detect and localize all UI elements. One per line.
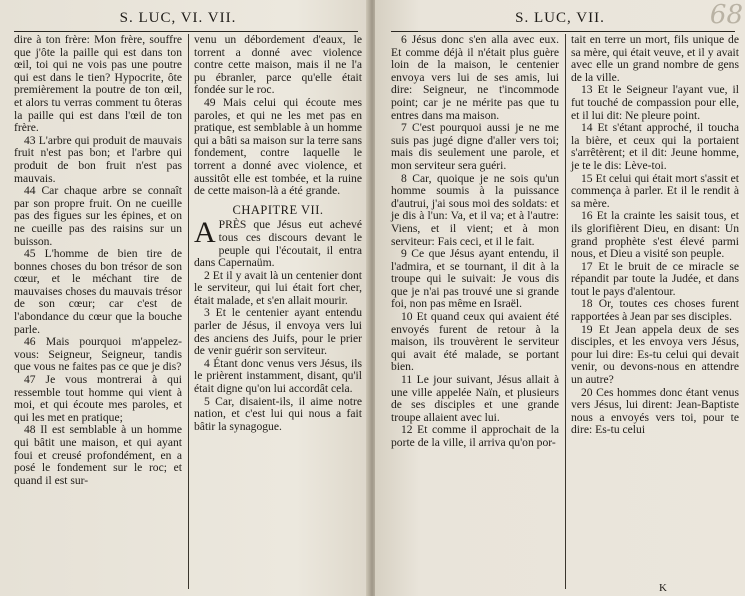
verse-text: 10 Et quand ceux qui avaient été envoyés furent de retour à la maison, ils trouvèrent le serviteur qui avait été malade, se portant bien. (391, 310, 559, 374)
right-running-header: S. LUC, VII. (515, 10, 605, 26)
verse-text: 7 C'est pourquoi aussi je ne me suis pas jugé digne d'aller vers toi; mais dis seulement une parole, et mon serviteur sera guéri. (391, 121, 559, 172)
verse-text: venu un débordement d'eaux, le torrent a donné avec violence contre cette maison, mais il ne l'a pu ébranler, parce qu'elle était fondée sur le roc. (194, 33, 362, 97)
verse-text: 14 Et s'étant approché, il toucha la bière, et ceux qui la portaient s'arrêtèrent; et il dit: Jeune homme, je te le dis: Lève-toi. (571, 121, 739, 172)
verse-text: 49 Mais celui qui écoute mes paroles, et qui ne les met pas en pratique, est semblable à un homme qui a bâti sa maison sur la terre sans fondement, contre laquelle le torrent a donné avec violence, et aussitôt elle est tombée, et la ruine de cette maison-là a été grande. (194, 95, 362, 198)
verse-text: PRÈS que Jésus eut achevé tous ces discours devant le peuple qui l'écoutait, il entra dans Capernaüm. (194, 218, 362, 270)
verse-text: 20 Ces hommes donc étant venus vers Jésus, lui dirent: Jean-Baptiste nous a envoyés vers toi, pour te dire: Es-tu celui (571, 385, 739, 437)
verse-paragraph (194, 396, 362, 434)
left-col2-verses-before (194, 34, 362, 198)
verse-paragraph (194, 97, 362, 198)
verse-text: 46 Mais pourquoi m'appelez-vous: Seigneur, Seigneur, tandis que vous ne faites pas ce que je dis? (14, 335, 182, 374)
left-page (0, 0, 370, 596)
page-number: 68 (709, 0, 743, 30)
verse-text: 16 Et la crainte les saisit tous, et ils glorifièrent Dieu, en disant: Un grand prophète s'est élevé parmi nous, et Dieu a visité son peuple. (571, 209, 739, 261)
verse-text: 13 Et le Seigneur l'ayant vue, il fut touché de compassion pour elle, et il lui dit: Ne pleure point. (571, 83, 739, 122)
left-running-header: S. LUC, VI. VII. (119, 10, 237, 26)
right-header-rule (391, 31, 735, 32)
verse-paragraph (14, 135, 182, 185)
verse-paragraph (391, 122, 559, 172)
right-column-2 (571, 34, 739, 437)
left-col2-verses-after (194, 216, 362, 433)
verse-paragraph (571, 173, 739, 211)
verse-text: 17 Et le bruit de ce miracle se répandit par toute la Judée, et dans tout le pays d'alentour. (571, 259, 739, 298)
verse-paragraph (571, 298, 739, 323)
left-column-1 (14, 34, 182, 487)
right-page (375, 0, 745, 596)
verse-text: 8 Car, quoique je ne sois qu'un homme soumis à la puissance d'autrui, j'ai sous moi des soldats: et je dis à l'un: Va, et il va; et à l'autre: Viens, et il vient; et à mon serviteur: Fais ceci, et il le fait. (391, 171, 559, 248)
verse-paragraph (571, 261, 739, 299)
verse-text: 2 Et il y avait là un centenier dont le serviteur, qui lui était fort cher, était malade, et s'en allait mourir. (194, 268, 362, 307)
verse-paragraph (391, 173, 559, 249)
verse-paragraph (14, 336, 182, 374)
verse-paragraph (14, 34, 182, 135)
verse-paragraph (571, 122, 739, 172)
verse-text: 15 Et celui qui était mort s'assit et commença à parler. Et il le rendit à sa mère. (571, 171, 739, 210)
verse-text: 19 Et Jean appela deux de ses disciples, et les envoya vers Jésus, pour lui dire: Es-tu celui qui devait venir, ou devons-nous en attendre un autre? (571, 322, 739, 387)
verse-paragraph (391, 424, 559, 449)
verse-text: 5 Car, disaient-ils, il aime notre nation, et c'est lui qui nous a fait bâtir la synagogue. (194, 394, 362, 433)
verse-text: 3 Et le centenier ayant entendu parler de Jésus, il envoya vers lui des anciens des Juifs, pour le prier de venir guérir son serviteur. (194, 306, 362, 358)
verse-paragraph (391, 248, 559, 311)
verse-text: 44 Car chaque arbre se connaît par son propre fruit. On ne cueille pas des figues sur les épines, et on ne cueille pas des raisins sur un buisson. (14, 184, 182, 248)
verse-paragraph (14, 374, 182, 424)
verse-paragraph (391, 374, 559, 424)
drop-cap: A (194, 216, 216, 250)
verse-text: 18 Or, toutes ces choses furent rapportées à Jean par ses disciples. (571, 297, 739, 324)
verse-paragraph (14, 185, 182, 248)
verse-paragraph (571, 387, 739, 437)
verse-text: 48 Il est semblable à un homme qui bâtit une maison, et qui ayant foui et creusé profondément, en a posé le fondement sur le roc; et quand il est sur- (14, 423, 182, 487)
verse-paragraph (194, 358, 362, 396)
verse-paragraph (571, 324, 739, 387)
verse-paragraph (391, 34, 559, 122)
verse-paragraph (571, 34, 739, 84)
left-column-divider (188, 34, 189, 589)
verse-paragraph (391, 311, 559, 374)
verse-text: 45 L'homme de bien tire de bonnes choses du bon trésor de son cœur, et le méchant tire de mauvaises choses du mauvais trésor de son cœur; car c'est de l'abondance du cœur que la bouche parle. (14, 247, 182, 336)
verse-text: tait en terre un mort, fils unique de sa mère, qui était veuve, et il y avait avec elle un grand nombre de gens de la ville. (571, 33, 739, 84)
verse-text: 43 L'arbre qui produit de mauvais fruit n'est pas bon; et l'arbre qui produit de bon fruit n'est pas mauvais. (14, 133, 182, 185)
verse-text: 4 Étant donc venus vers Jésus, ils le prièrent instamment, disant, qu'il était digne qu'on lui accordât cela. (194, 356, 362, 396)
verse-text: dire à ton frère: Mon frère, souffre que j'ôte la paille qui est dans ton œil, toi qui ne vois pas une poutre qui est dans le tien? Hypocrite, ôte premièrement la poutre de ton œil, et alors tu verras comment tu ôteras la paille qui est dans l'œil de ton frère. (14, 33, 182, 135)
chapter-title: CHAPITRE VII. (232, 202, 324, 217)
verse-paragraph (571, 210, 739, 260)
verse-paragraph (194, 34, 362, 97)
verse-paragraph (194, 216, 362, 270)
left-header-rule (14, 31, 358, 32)
verse-text: 12 Et comme il approchait de la porte de la ville, il arriva qu'on por- (391, 423, 559, 449)
verse-paragraph (194, 270, 362, 308)
left-column-2 (194, 34, 362, 433)
verse-paragraph (194, 307, 362, 357)
verse-paragraph (14, 248, 182, 336)
verse-text: 6 Jésus donc s'en alla avec eux. Et comme déjà il n'était plus guère loin de la maison, le centenier envoya vers lui de ses amis, lui dire: Seigneur, ne t'incommode point; car je ne mérite pas que tu entres dans ma maison. (391, 33, 559, 122)
signature-mark: K (659, 582, 667, 594)
verse-text: 9 Ce que Jésus ayant entendu, il l'admira, et se tournant, il dit à la troupe qui le suivait: Je vous dis que je n'ai pas trouvé une si grande foi, non pas même en Israël. (391, 247, 559, 311)
right-column-1 (391, 34, 559, 450)
right-column-divider (565, 34, 566, 589)
verse-paragraph (571, 84, 739, 122)
verse-text: 11 Le jour suivant, Jésus allait à une ville appelée Naïn, et plusieurs de ses disciples et une grande troupe allaient avec lui. (391, 373, 559, 424)
verse-paragraph (14, 424, 182, 487)
verse-text: 47 Je vous montrerai à qui ressemble tout homme qui vient à moi, et qui écoute mes paroles, et qui les met en pratique; (14, 373, 182, 424)
